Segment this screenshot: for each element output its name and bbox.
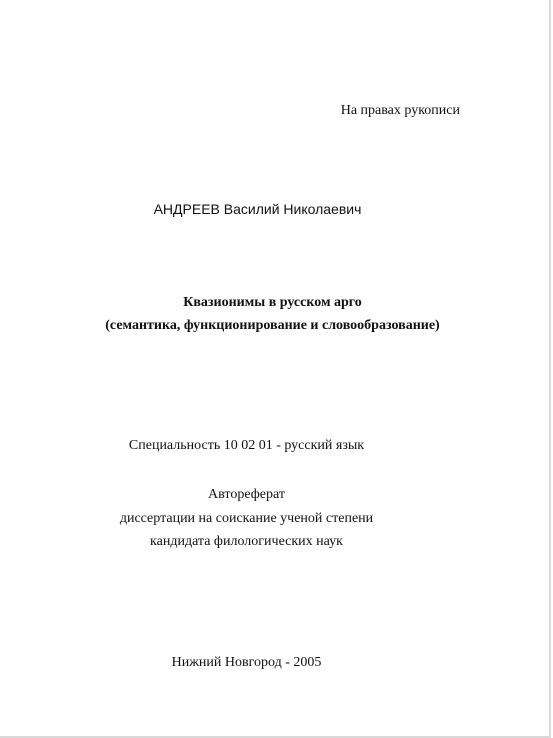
dissertation-line: диссертации на соискание ученой степени — [119, 511, 374, 526]
specialty-line: Специальность 10 02 01 - русский язык — [128, 438, 365, 453]
dissertation-title: Квазионимы в русском арго — [183, 295, 362, 310]
dissertation-subtitle: (семантика, функционирование и словообразование) — [105, 318, 440, 333]
abstract-label: Автореферат — [208, 487, 285, 502]
author-name: АНДРЕЕВ Василий Николаевич — [153, 201, 362, 217]
manuscript-note: На правах рукописи — [340, 103, 460, 118]
degree-line: кандидата филологических наук — [150, 534, 343, 549]
place-year: Нижний Новгород - 2005 — [171, 655, 322, 670]
